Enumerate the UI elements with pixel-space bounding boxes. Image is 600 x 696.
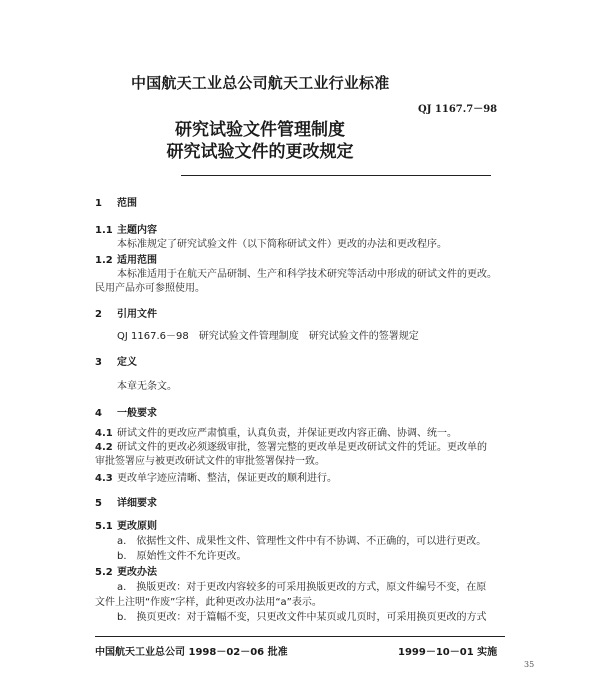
section-4-heading: [95, 404, 157, 419]
section-4-1-text: 研试文件的更改应严肃慎重，认真负责，并保证更改内容正确、协调、统一。: [117, 428, 457, 439]
section-4-2: [95, 438, 487, 453]
section-3-text: 本章无条文。: [117, 381, 177, 392]
section-4-1-number: 4.1: [95, 428, 113, 439]
section-1-2-title: 适用范围: [117, 255, 157, 266]
section-5-2-number: 5.2: [95, 567, 113, 578]
section-5-2-item-a-line2: 文件上注明“作废”字样，此种更改办法用“a”表示。: [95, 597, 322, 608]
footer-divider: [95, 636, 505, 637]
section-1-heading: [95, 194, 137, 209]
section-4-3: [95, 469, 337, 484]
section-4-2-text-line1: 研试文件的更改必须逐级审批，签署完整的更改单是更改研试文件的凭证。更改单的: [117, 442, 487, 453]
section-3-heading: [95, 353, 137, 368]
section-4-2-number: 4.2: [95, 442, 113, 453]
page-number: 35: [524, 660, 535, 669]
section-2-reference: QJ 1167.6－98 研究试验文件管理制度 研究试验文件的签署规定: [117, 331, 419, 342]
section-4-3-number: 4.3: [95, 473, 113, 484]
section-5-heading: [95, 494, 157, 509]
section-5-1-item-b: b. 原始性文件不允许更改。: [117, 551, 247, 562]
section-2-number: 2: [95, 309, 102, 320]
section-5-number: 5: [95, 498, 102, 509]
section-1-1-number: 1.1: [95, 225, 113, 236]
section-5-1-heading: [95, 517, 157, 532]
section-1-1-heading: [95, 221, 157, 236]
standard-code: QJ 1167.7－98: [418, 104, 498, 115]
section-1-2-text-line1: 本标准适用于在航天产品研制、生产和科学技术研究等活动中形成的研试文件的更改。: [117, 269, 497, 280]
section-4-3-text: 更改单字迹应清晰、整洁，保证更改的顺利进行。: [117, 473, 337, 484]
section-5-2-item-a-line1: a. 换版更改：对于更改内容较多的可采用换版更改的方式，原文件编号不变，在原: [117, 582, 487, 593]
section-1-1-title: 主题内容: [117, 225, 157, 236]
section-5-1-item-a: a. 依据性文件、成果性文件、管理性文件中有不协调、不正确的，可以进行更改。: [117, 536, 487, 547]
section-1-2-heading: [95, 251, 157, 266]
approval-date: 中国航天工业总公司 1998－02－06 批准: [95, 647, 288, 658]
section-2-title: 引用文件: [117, 309, 157, 320]
section-4-title: 一般要求: [117, 408, 157, 419]
section-5-2-item-b-line1: b. 换页更改：对于篇幅不变，只更改文件中某页或几页时，可采用换页更改的方式: [117, 612, 487, 623]
section-2-heading: [95, 305, 157, 320]
section-1-2-text-line2: 民用产品亦可参照使用。: [95, 283, 205, 294]
section-4-1: [95, 424, 457, 439]
section-1-2-number: 1.2: [95, 255, 113, 266]
section-5-title: 详细要求: [117, 498, 157, 509]
effective-date: 1999－10－01 实施: [398, 647, 498, 658]
section-5-1-number: 5.1: [95, 521, 113, 532]
section-5-2-heading: [95, 563, 157, 578]
section-4-number: 4: [95, 408, 102, 419]
document-title-line2: 研究试验文件的更改规定: [166, 142, 354, 162]
section-1-1-text: 本标准规定了研究试验文件（以下简称研试文件）更改的办法和更改程序。: [117, 239, 447, 250]
title-divider: [181, 175, 491, 176]
section-5-2-title: 更改办法: [117, 567, 157, 578]
section-5-1-title: 更改原则: [117, 521, 157, 532]
section-3-number: 3: [95, 357, 102, 368]
section-1-title: 范围: [117, 198, 137, 209]
section-1-number: 1: [95, 198, 102, 209]
document-title-line1: 研究试验文件管理制度: [175, 120, 345, 140]
section-4-2-text-line2: 审批签署应与被更改研试文件的审批签署保持一致。: [95, 456, 325, 467]
section-3-title: 定义: [117, 357, 137, 368]
issuing-organization: 中国航天工业总公司航天工业行业标准: [131, 74, 390, 92]
